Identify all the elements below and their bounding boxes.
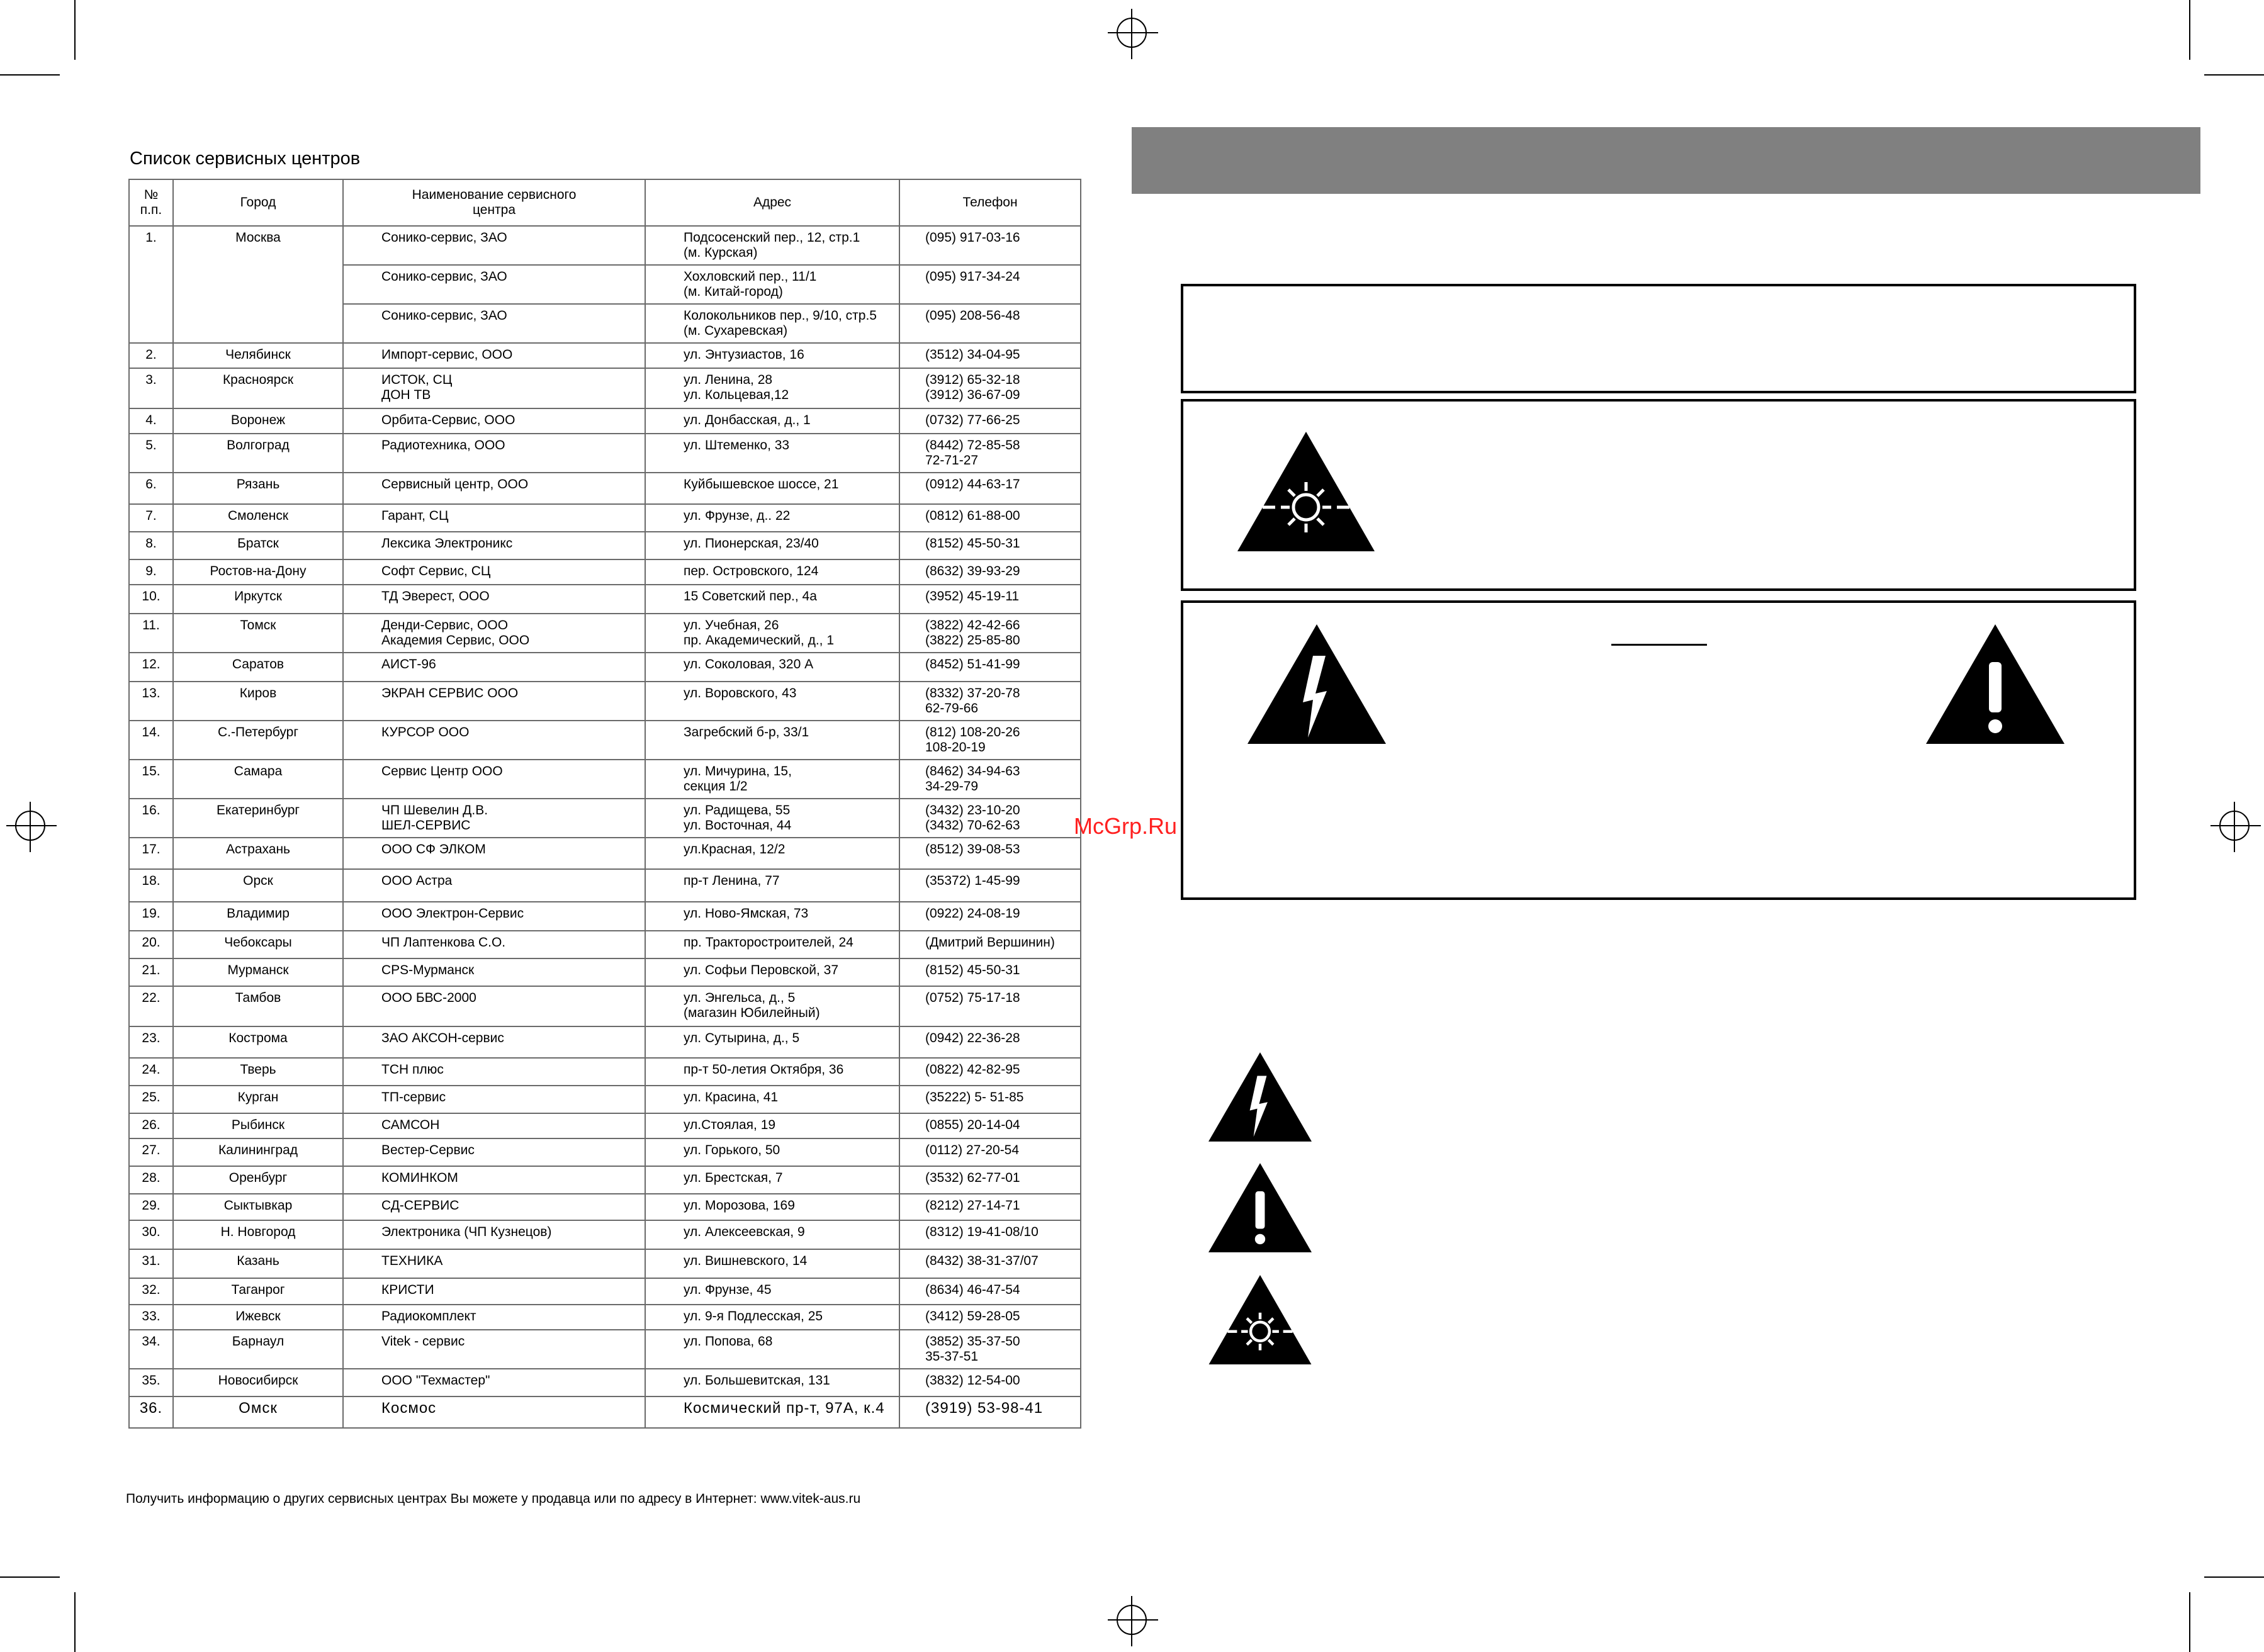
cell-number: 3. <box>129 368 173 408</box>
table-row <box>129 1396 1081 1428</box>
lightning-warning-icon <box>1208 1052 1312 1142</box>
cell-city: Таганрог <box>173 1278 343 1305</box>
table-row <box>129 1113 1081 1138</box>
cell-phone: (Дмитрий Вершинин) <box>899 931 1081 958</box>
cell-number: 27. <box>129 1138 173 1166</box>
header-number: № п.п. <box>129 179 173 226</box>
cell-number: 28. <box>129 1166 173 1194</box>
table-body <box>129 226 1081 1428</box>
cell-city: Воронеж <box>173 408 343 434</box>
cell-phone: (3852) 35-37-50 35-37-51 <box>899 1330 1081 1369</box>
cell-number: 1. <box>129 226 173 343</box>
cell-center-name: Электроника (ЧП Кузнецов) <box>343 1220 645 1249</box>
cell-phone: (0912) 44-63-17 <box>899 473 1081 504</box>
cell-address: ул. Горького, 50 <box>645 1138 899 1166</box>
table-row <box>129 1138 1081 1166</box>
cell-number: 20. <box>129 931 173 958</box>
cell-center-name: САМСОН <box>343 1113 645 1138</box>
cell-number: 9. <box>129 559 173 585</box>
cell-city: Ростов-на-Дону <box>173 559 343 585</box>
table-row <box>129 721 1081 760</box>
cell-phone: (3822) 42-42-66 (3822) 25-85-80 <box>899 614 1081 653</box>
cell-number: 26. <box>129 1113 173 1138</box>
cell-address: ул. Красина, 41 <box>645 1086 899 1113</box>
cell-center-name: CPS-Мурманск <box>343 958 645 986</box>
cell-phone: (8432) 38-31-37/07 <box>899 1249 1081 1278</box>
cell-phone: (3912) 65-32-18 (3912) 36-67-09 <box>899 368 1081 408</box>
cell-number: 10. <box>129 585 173 614</box>
crop-mark <box>74 1592 76 1652</box>
cell-center-name: ТСН плюс <box>343 1058 645 1086</box>
cell-number: 23. <box>129 1026 173 1058</box>
crop-mark <box>2189 1592 2190 1652</box>
laser-warning-icon <box>1208 1275 1312 1364</box>
cell-phone: (0822) 42-82-95 <box>899 1058 1081 1086</box>
cell-number: 2. <box>129 343 173 368</box>
cell-center-name: Импорт-сервис, ООО <box>343 343 645 368</box>
table-row <box>129 1220 1081 1249</box>
cell-center-name: Сервис Центр ООО <box>343 760 645 799</box>
cell-address: ул. Радищева, 55 ул. Восточная, 44 <box>645 799 899 838</box>
laser-warning-icon <box>1237 432 1375 551</box>
cell-address: ул. Алексеевская, 9 <box>645 1220 899 1249</box>
table-row <box>129 614 1081 653</box>
cell-center-name: АИСТ-96 <box>343 653 645 682</box>
cell-address: ул. Фрунзе, д.. 22 <box>645 504 899 532</box>
cell-city: С.-Петербург <box>173 721 343 760</box>
table-row <box>129 559 1081 585</box>
cell-city: Новосибирск <box>173 1369 343 1396</box>
cell-city: Томск <box>173 614 343 653</box>
table-row <box>129 343 1081 368</box>
cell-center-name: КУРСОР ООО <box>343 721 645 760</box>
table-row <box>129 1278 1081 1305</box>
cell-number: 21. <box>129 958 173 986</box>
cell-number: 16. <box>129 799 173 838</box>
cell-number: 36. <box>129 1396 173 1428</box>
cell-city: Ижевск <box>173 1305 343 1330</box>
cell-phone: (8152) 45-50-31 <box>899 958 1081 986</box>
cell-city: Красноярск <box>173 368 343 408</box>
cell-city: Курган <box>173 1086 343 1113</box>
cell-center-name: Сервисный центр, ООО <box>343 473 645 504</box>
cell-city: Чебоксары <box>173 931 343 958</box>
cell-city: Рязань <box>173 473 343 504</box>
cell-city: Саратов <box>173 653 343 682</box>
cell-center-name: Космос <box>343 1396 645 1428</box>
cell-number: 4. <box>129 408 173 434</box>
cell-city: Тамбов <box>173 986 343 1026</box>
cell-address: ул. 9-я Подлесская, 25 <box>645 1305 899 1330</box>
cell-city: Оренбург <box>173 1166 343 1194</box>
cell-address: ул. Попова, 68 <box>645 1330 899 1369</box>
cell-center-name: ТД Эверест, ООО <box>343 585 645 614</box>
cell-address: Хохловский пер., 11/1 (м. Китай-город) <box>645 265 899 304</box>
cell-center-name: ТП-сервис <box>343 1086 645 1113</box>
cell-city: Москва <box>173 226 343 343</box>
crop-mark <box>0 1576 60 1578</box>
cell-number: 34. <box>129 1330 173 1369</box>
table-row <box>129 408 1081 434</box>
cell-city: Калининград <box>173 1138 343 1166</box>
cell-phone: (0855) 20-14-04 <box>899 1113 1081 1138</box>
cell-center-name: КРИСТИ <box>343 1278 645 1305</box>
cell-address: ул. Донбасская, д., 1 <box>645 408 899 434</box>
cell-center-name: ЧП Лаптенкова С.О. <box>343 931 645 958</box>
cell-phone: (8312) 19-41-08/10 <box>899 1220 1081 1249</box>
footer-note: Получить информацию о других сервисных центрах Вы можете у продавца или по адресу в Интернет: www.vitek-aus.ru <box>126 1492 861 1506</box>
registration-mark-bottom <box>1117 1605 1147 1635</box>
cell-city: Мурманск <box>173 958 343 986</box>
cell-number: 30. <box>129 1220 173 1249</box>
cell-phone: (0922) 24-08-19 <box>899 902 1081 931</box>
cell-address: Космический пр-т, 97А, к.4 <box>645 1396 899 1428</box>
registration-mark-left <box>15 811 45 841</box>
cell-phone: (8462) 34-94-63 34-29-79 <box>899 760 1081 799</box>
table-row <box>129 986 1081 1026</box>
cell-address: Куйбышевское шоссе, 21 <box>645 473 899 504</box>
crop-mark <box>2204 1576 2264 1578</box>
cell-city: Н. Новгород <box>173 1220 343 1249</box>
cell-number: 14. <box>129 721 173 760</box>
table-row <box>129 1194 1081 1220</box>
table-row <box>129 958 1081 986</box>
cell-address: ул. Учебная, 26 пр. Академический, д., 1 <box>645 614 899 653</box>
cell-city: Тверь <box>173 1058 343 1086</box>
cell-phone: (8442) 72-85-58 72-71-27 <box>899 434 1081 473</box>
cell-center-name: Орбита-Сервис, ООО <box>343 408 645 434</box>
exclamation-warning-icon <box>1926 624 2064 744</box>
table-row <box>129 682 1081 721</box>
cell-city: Омск <box>173 1396 343 1428</box>
cell-number: 17. <box>129 838 173 869</box>
cell-center-name: ТЕХНИКА <box>343 1249 645 1278</box>
cell-city: Челябинск <box>173 343 343 368</box>
cell-center-name: ООО БВС-2000 <box>343 986 645 1026</box>
cell-address: Подсосенский пер., 12, стр.1 (м. Курская) <box>645 226 899 265</box>
table-row <box>129 869 1081 902</box>
cell-number: 24. <box>129 1058 173 1086</box>
cell-center-name: Сонико-сервис, ЗАО <box>343 304 645 343</box>
table-header-row <box>129 179 1081 226</box>
cell-address: Колокольников пер., 9/10, стр.5 (м. Сухаревская) <box>645 304 899 343</box>
table-row <box>129 1249 1081 1278</box>
header-center-name: Наименование сервисного центра <box>343 179 645 226</box>
table-row <box>129 902 1081 931</box>
table-row <box>129 1026 1081 1058</box>
cell-phone: (8634) 46-47-54 <box>899 1278 1081 1305</box>
cell-address: пр. Тракторостроителей, 24 <box>645 931 899 958</box>
cell-phone: (8152) 45-50-31 <box>899 532 1081 559</box>
cell-phone: (3412) 59-28-05 <box>899 1305 1081 1330</box>
cell-phone: (8512) 39-08-53 <box>899 838 1081 869</box>
cell-number: 7. <box>129 504 173 532</box>
cell-address: ул.Красная, 12/2 <box>645 838 899 869</box>
cell-address: ул. Ленина, 28 ул. Кольцевая,12 <box>645 368 899 408</box>
table-row <box>129 653 1081 682</box>
table-row <box>129 1086 1081 1113</box>
registration-mark-top <box>1117 18 1147 48</box>
cell-address: ул. Морозова, 169 <box>645 1194 899 1220</box>
cell-center-name: Лексика Электроникс <box>343 532 645 559</box>
cell-address: ул. Энтузиастов, 16 <box>645 343 899 368</box>
table-row <box>129 532 1081 559</box>
crop-mark <box>74 0 76 60</box>
cell-address: 15 Советский пер., 4а <box>645 585 899 614</box>
notice-box <box>1181 284 2136 393</box>
cell-city: Рыбинск <box>173 1113 343 1138</box>
cell-number: 32. <box>129 1278 173 1305</box>
cell-phone: (3952) 45-19-11 <box>899 585 1081 614</box>
cell-center-name: Денди-Сервис, ООО Академия Сервис, ООО <box>343 614 645 653</box>
table-row <box>129 434 1081 473</box>
cell-phone: (0752) 75-17-18 <box>899 986 1081 1026</box>
cell-city: Братск <box>173 532 343 559</box>
cell-number: 6. <box>129 473 173 504</box>
watermark: McGrp.Ru <box>1074 813 1178 839</box>
header-phone: Телефон <box>899 179 1081 226</box>
cell-phone: (0732) 77-66-25 <box>899 408 1081 434</box>
cell-number: 35. <box>129 1369 173 1396</box>
cell-address: ул. Вишневского, 14 <box>645 1249 899 1278</box>
cell-center-name: ЧП Шевелин Д.В. ШЕЛ-СЕРВИС <box>343 799 645 838</box>
cell-phone: (0812) 61-88-00 <box>899 504 1081 532</box>
laser-notice-box <box>1181 399 2136 591</box>
cell-city: Сыктывкар <box>173 1194 343 1220</box>
cell-center-name: ООО "Техмастер" <box>343 1369 645 1396</box>
cell-address: ул. Большевитская, 131 <box>645 1369 899 1396</box>
header-address: Адрес <box>645 179 899 226</box>
cell-address: ул. Мичурина, 15, секция 1/2 <box>645 760 899 799</box>
cell-phone: (095) 917-03-16 <box>899 226 1081 265</box>
page-title: Список сервисных центров <box>130 149 361 169</box>
cell-center-name: КОМИНКОМ <box>343 1166 645 1194</box>
cell-center-name: ЭКРАН СЕРВИС ООО <box>343 682 645 721</box>
cell-phone: (095) 917-34-24 <box>899 265 1081 304</box>
table-row <box>129 504 1081 532</box>
cell-city: Екатеринбург <box>173 799 343 838</box>
cell-city: Волгоград <box>173 434 343 473</box>
cell-phone: (0112) 27-20-54 <box>899 1138 1081 1166</box>
cell-number: 33. <box>129 1305 173 1330</box>
cell-center-name: Вестер-Сервис <box>343 1138 645 1166</box>
cell-phone: (3832) 12-54-00 <box>899 1369 1081 1396</box>
cell-address: ул. Штеменко, 33 <box>645 434 899 473</box>
cell-center-name: Радиокомплект <box>343 1305 645 1330</box>
cell-phone: (3532) 62-77-01 <box>899 1166 1081 1194</box>
cell-center-name: ООО Астра <box>343 869 645 902</box>
cell-phone: (35372) 1-45-99 <box>899 869 1081 902</box>
cell-center-name: СД-СЕРВИС <box>343 1194 645 1220</box>
cell-number: 8. <box>129 532 173 559</box>
cell-number: 5. <box>129 434 173 473</box>
table-row <box>129 838 1081 869</box>
cell-phone: (0942) 22-36-28 <box>899 1026 1081 1058</box>
cell-center-name: Сонико-сервис, ЗАО <box>343 226 645 265</box>
cell-address: ул.Стоялая, 19 <box>645 1113 899 1138</box>
header-city: Город <box>173 179 343 226</box>
cell-number: 25. <box>129 1086 173 1113</box>
cell-phone: (8632) 39-93-29 <box>899 559 1081 585</box>
cell-number: 29. <box>129 1194 173 1220</box>
registration-mark-right <box>2219 811 2250 841</box>
table-row <box>129 368 1081 408</box>
cell-phone: (8332) 37-20-78 62-79-66 <box>899 682 1081 721</box>
cell-number: 31. <box>129 1249 173 1278</box>
table-row <box>129 931 1081 958</box>
cell-phone: (812) 108-20-26 108-20-19 <box>899 721 1081 760</box>
cell-address: ул. Фрунзе, 45 <box>645 1278 899 1305</box>
cell-address: ул. Энгельса, д., 5 (магазин Юбилейный) <box>645 986 899 1026</box>
cell-address: ул. Воровского, 43 <box>645 682 899 721</box>
cell-address: ул. Пионерская, 23/40 <box>645 532 899 559</box>
cell-city: Владимир <box>173 902 343 931</box>
cell-city: Астрахань <box>173 838 343 869</box>
lightning-warning-icon <box>1247 624 1386 744</box>
cell-address: ул. Сутырина, д., 5 <box>645 1026 899 1058</box>
cell-phone: (35222) 5- 51-85 <box>899 1086 1081 1113</box>
table-row <box>129 760 1081 799</box>
cell-number: 19. <box>129 902 173 931</box>
heading-underline <box>1611 644 1707 646</box>
cell-center-name: Vitek - сервис <box>343 1330 645 1369</box>
cell-center-name: Гарант, СЦ <box>343 504 645 532</box>
table-row <box>129 1369 1081 1396</box>
table-row <box>129 226 1081 265</box>
service-centers-table <box>128 179 1081 1429</box>
table-row <box>129 585 1081 614</box>
table-row <box>129 1330 1081 1369</box>
cell-center-name: ООО Электрон-Сервис <box>343 902 645 931</box>
cell-center-name: ООО СФ ЭЛКОМ <box>343 838 645 869</box>
cell-number: 13. <box>129 682 173 721</box>
cell-number: 15. <box>129 760 173 799</box>
cell-center-name: ЗАО АКСОН-сервис <box>343 1026 645 1058</box>
table-row <box>129 473 1081 504</box>
table-row <box>129 1058 1081 1086</box>
crop-mark <box>2204 74 2264 76</box>
cell-number: 18. <box>129 869 173 902</box>
cell-city: Смоленск <box>173 504 343 532</box>
cell-center-name: Радиотехника, ООО <box>343 434 645 473</box>
crop-mark <box>2189 0 2190 60</box>
cell-city: Киров <box>173 682 343 721</box>
cell-city: Барнаул <box>173 1330 343 1369</box>
cell-number: 22. <box>129 986 173 1026</box>
cell-center-name: ИСТОК, СЦ ДОН ТВ <box>343 368 645 408</box>
cell-number: 11. <box>129 614 173 653</box>
cell-address: пер. Островского, 124 <box>645 559 899 585</box>
cell-address: пр-т Ленина, 77 <box>645 869 899 902</box>
cell-city: Иркутск <box>173 585 343 614</box>
exclamation-warning-icon <box>1208 1163 1312 1252</box>
cell-phone: (3512) 34-04-95 <box>899 343 1081 368</box>
cell-phone: (8452) 51-41-99 <box>899 653 1081 682</box>
cell-city: Кострома <box>173 1026 343 1058</box>
table-row <box>129 1166 1081 1194</box>
cell-number: 12. <box>129 653 173 682</box>
header-bar <box>1132 127 2200 194</box>
cell-phone: (8212) 27-14-71 <box>899 1194 1081 1220</box>
table-row <box>129 1305 1081 1330</box>
cell-address: ул. Соколовая, 320 А <box>645 653 899 682</box>
cell-phone: (3919) 53-98-41 <box>899 1396 1081 1428</box>
cell-address: ул. Софьи Перовской, 37 <box>645 958 899 986</box>
table-row <box>129 799 1081 838</box>
cell-phone: (095) 208-56-48 <box>899 304 1081 343</box>
crop-mark <box>0 74 60 76</box>
cell-city: Самара <box>173 760 343 799</box>
cell-center-name: Сонико-сервис, ЗАО <box>343 265 645 304</box>
cell-address: ул. Брестская, 7 <box>645 1166 899 1194</box>
cell-city: Казань <box>173 1249 343 1278</box>
cell-address: Загребский б-р, 33/1 <box>645 721 899 760</box>
cell-address: пр-т 50-летия Октября, 36 <box>645 1058 899 1086</box>
cell-phone: (3432) 23-10-20 (3432) 70-62-63 <box>899 799 1081 838</box>
cell-center-name: Софт Сервис, СЦ <box>343 559 645 585</box>
cell-city: Орск <box>173 869 343 902</box>
cell-address: ул. Ново-Ямская, 73 <box>645 902 899 931</box>
